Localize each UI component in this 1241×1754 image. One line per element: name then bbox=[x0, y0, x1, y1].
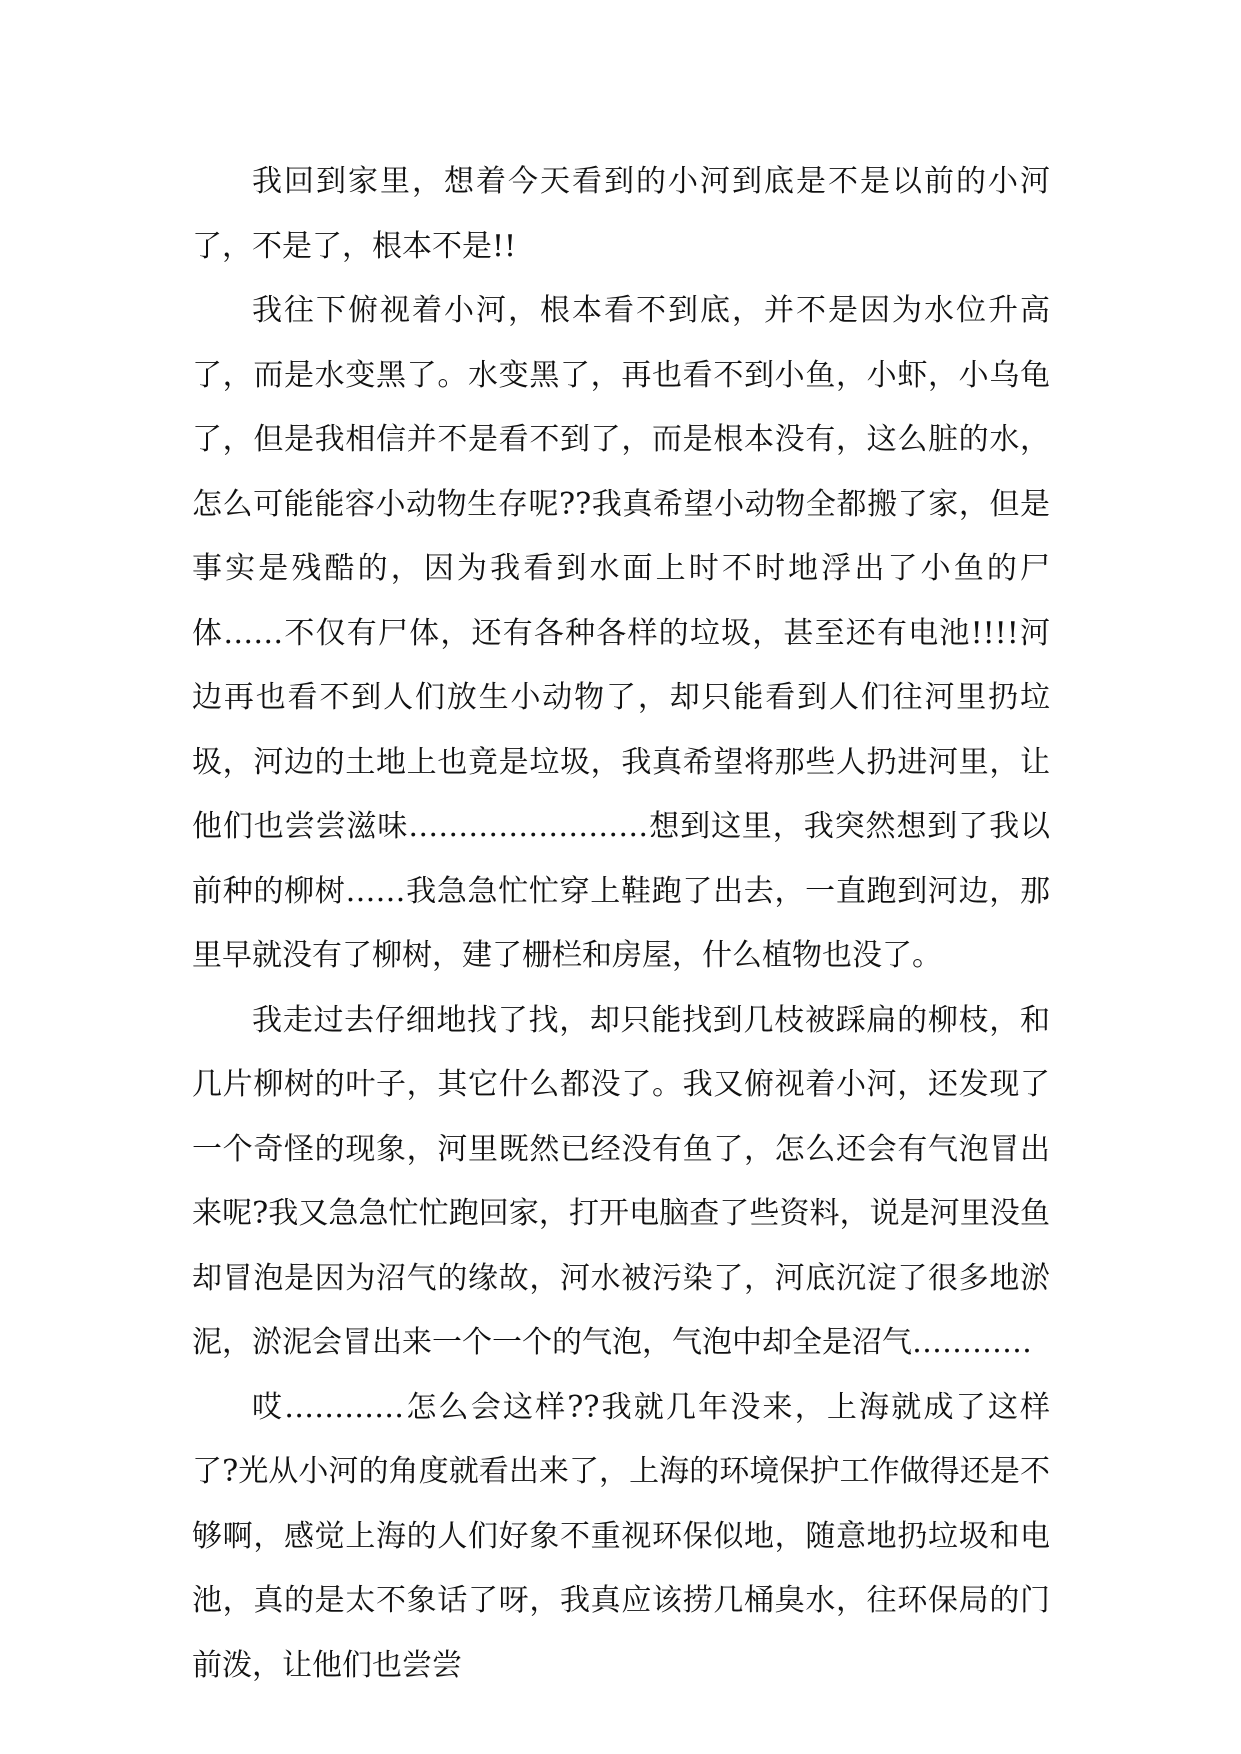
paragraph: 我回到家里，想着今天看到的小河到底是不是以前的小河了，不是了，根本不是!! bbox=[192, 164, 1050, 264]
document-body bbox=[192, 150, 1050, 1698]
paragraph: 我往下俯视着小河，根本看不到底，并不是因为水位升高了，而是水变黑了。水变黑了，再也看不到小鱼，小虾，小乌龟了，但是我相信并不是看不到了，而是根本没有，这么脏的水，怎么可能能容小动物生存呢??我真希望小动物全都搬了家，但是事实是残酷的，因为我看到水面上时不时地浮出了小鱼的尸体……不仅有尸体，还有各种各样的垃圾，甚至还有电池!!!!河边再也看不到人们放生小动物了，却只能看到人们往河里扔垃圾，河边的土地上也竟是垃圾，我真希望将那些人扔进河里，让他们也尝尝滋味……………………想到这里，我突然想到了我以前种的柳树……我急急忙忙穿上鞋跑了出去，一直跑到河边，那里早就没有了柳树，建了栅栏和房屋，什么植物也没了。 bbox=[192, 293, 1050, 973]
paragraph: 哎…………怎么会这样??我就几年没来，上海就成了这样了?光从小河的角度就看出来了，上海的环境保护工作做得还是不够啊，感觉上海的人们好象不重视环保似地，随意地扔垃圾和电池，真的是太不象话了呀，我真应该捞几桶臭水，往环保局的门前泼，让他们也尝尝 bbox=[192, 1389, 1050, 1683]
paragraph: 我走过去仔细地找了找，却只能找到几枝被踩扁的柳枝，和几片柳树的叶子，其它什么都没了。我又俯视着小河，还发现了一个奇怪的现象，河里既然已经没有鱼了，怎么还会有气泡冒出来呢?我又急急忙忙跑回家，打开电脑查了些资料，说是河里没鱼却冒泡是因为沼气的缘故，河水被污染了，河底沉淀了很多地淤泥，淤泥会冒出来一个一个的气泡，气泡中却全是沼气………… bbox=[192, 1002, 1050, 1360]
